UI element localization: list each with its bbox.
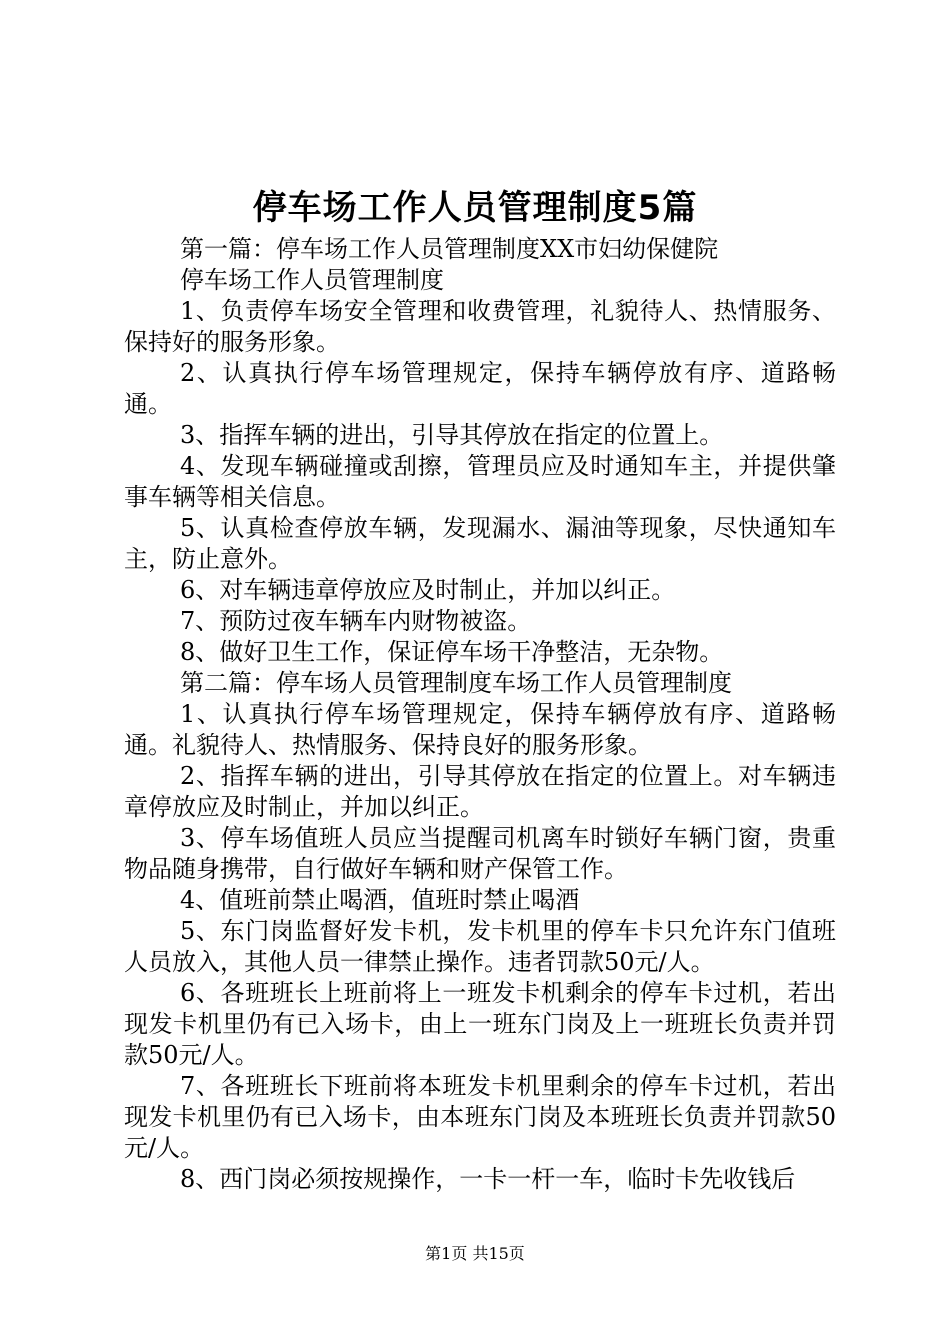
paragraph: 6、各班班长上班前将上一班发卡机剩余的停车卡过机，若出现发卡机里仍有已入场卡，由上一班东门岗及上一班班长负责并罚款50元/人。 [124,979,836,1069]
paragraph: 8、西门岗必须按规操作，一卡一杆一车，临时卡先收钱后 [180,1165,796,1193]
paragraph: 2、指挥车辆的进出，引导其停放在指定的位置上。对车辆违章停放应及时制止，并加以纠正。 [124,762,836,821]
paragraph: 1、负责停车场安全管理和收费管理，礼貌待人、热情服务、保持好的服务形象。 [124,297,836,356]
paragraph: 6、对车辆违章停放应及时制止，并加以纠正。 [180,576,676,604]
paragraph: 7、预防过夜车辆车内财物被盗。 [180,607,532,635]
paragraph: 第一篇：停车场工作人员管理制度XX市妇幼保健院 [180,235,719,263]
paragraph: 停车场工作人员管理制度 [180,266,444,294]
paragraph: 4、发现车辆碰撞或刮擦，管理员应及时通知车主，并提供肇事车辆等相关信息。 [124,452,836,511]
document-title: 停车场工作人员管理制度5篇 [252,188,698,228]
paragraph: 2、认真执行停车场管理规定，保持车辆停放有序、道路畅通。 [124,359,836,418]
document-body [124,234,836,1195]
paragraph: 3、停车场值班人员应当提醒司机离车时锁好车辆门窗，贵重物品随身携带，自行做好车辆和财产保管工作。 [124,824,836,883]
paragraph: 7、各班班长下班前将本班发卡机里剩余的停车卡过机，若出现发卡机里仍有已入场卡，由本班东门岗及本班班长负责并罚款50元/人。 [124,1072,836,1162]
page-footer: 第1页 共15页 [425,1244,525,1263]
paragraph: 1、认真执行停车场管理规定，保持车辆停放有序、道路畅通。礼貌待人、热情服务、保持良好的服务形象。 [124,700,836,759]
paragraph: 4、值班前禁止喝酒，值班时禁止喝酒 [180,886,580,914]
paragraph: 3、指挥车辆的进出，引导其停放在指定的位置上。 [180,421,724,449]
paragraph: 第二篇：停车场人员管理制度车场工作人员管理制度 [180,669,732,697]
paragraph: 8、做好卫生工作，保证停车场干净整洁，无杂物。 [180,638,724,666]
paragraph: 5、东门岗监督好发卡机，发卡机里的停车卡只允许东门值班人员放入，其他人员一律禁止操作。违者罚款50元/人。 [124,917,836,976]
paragraph: 5、认真检查停放车辆，发现漏水、漏油等现象，尽快通知车主，防止意外。 [124,514,836,573]
